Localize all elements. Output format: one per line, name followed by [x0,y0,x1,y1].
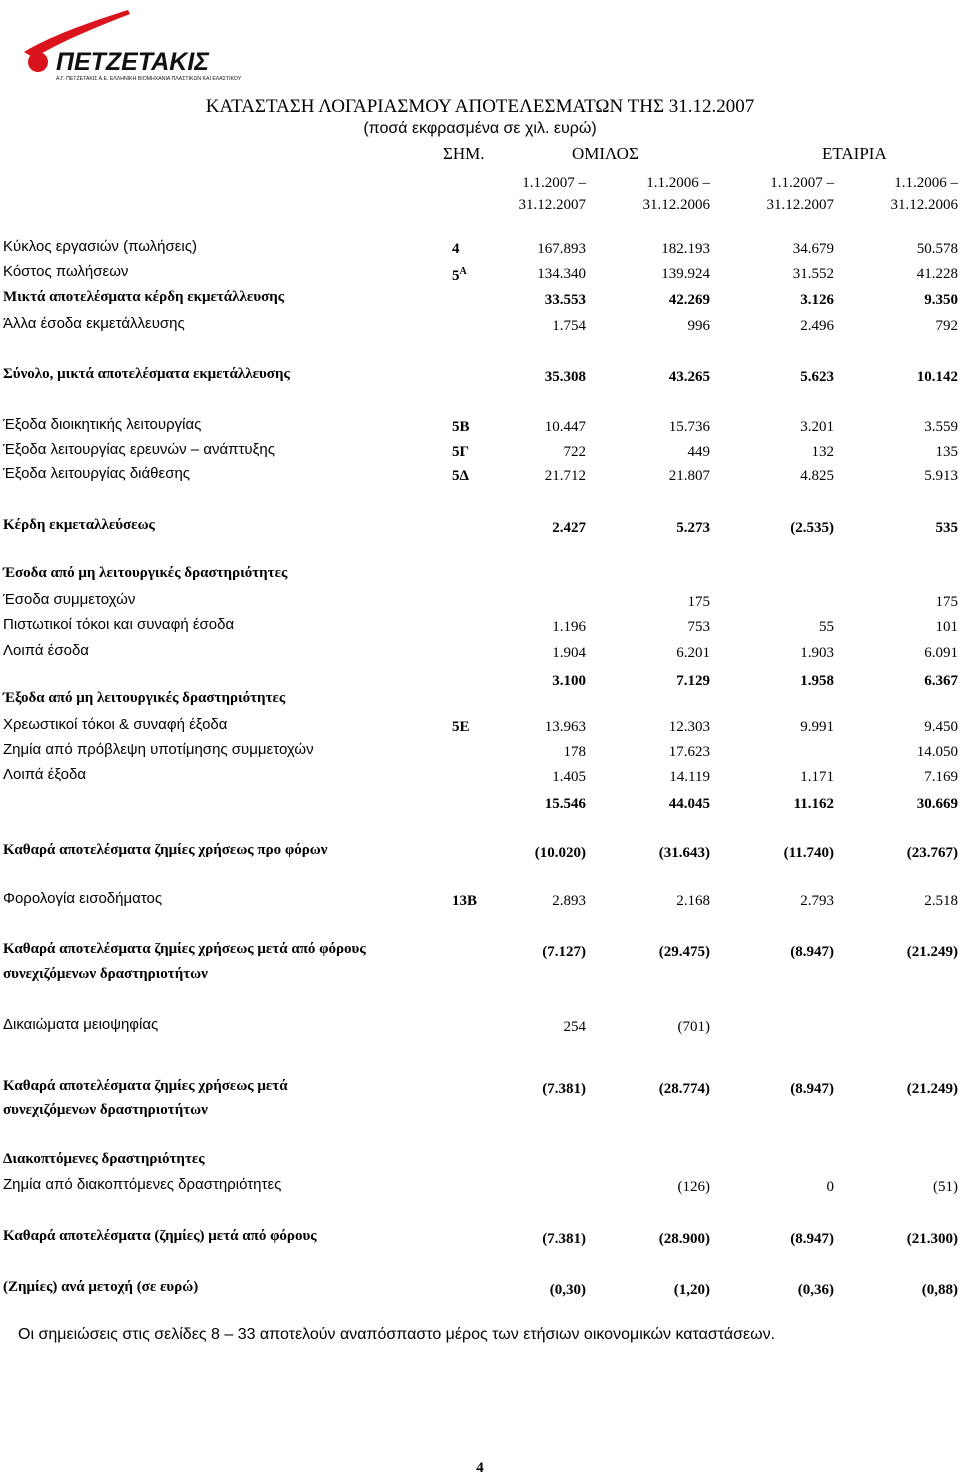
row-value: 7.169 [924,769,958,785]
row-value: 6.091 [924,645,958,661]
row-label: Άλλα έσοδα εκμετάλλευσης [3,315,185,332]
period-header: 1.1.2006 – 31.12.2006 [642,175,710,213]
row-value: 7.129 [676,673,710,689]
page-number: 4 [476,1460,484,1476]
row-value: 1.958 [800,673,834,689]
row-value: 2.168 [676,893,710,909]
row-value: 254 [563,1019,586,1035]
row-note [452,266,467,285]
row-value: 132 [811,444,834,460]
row-label: Κύκλος εργασιών (πωλήσεις) [3,238,197,255]
row-value: 11.162 [793,796,834,812]
row-value: 722 [563,444,586,460]
section-heading: Έξοδα από μη λειτουργικές δραστηριότητες [3,690,286,706]
row-value: 2.893 [552,893,586,909]
table-row [0,670,960,694]
row-value: 3.100 [552,673,586,689]
table-row [0,366,960,390]
row-value: (29.475) [658,944,710,960]
row-value: 10.447 [544,419,586,435]
row-value: (8.947) [790,944,834,960]
company-logo [20,8,260,88]
table-row [0,238,960,262]
row-value: 43.265 [668,369,710,385]
row-value: (31.643) [658,845,710,861]
row-value: 2.518 [924,893,958,909]
row-value: (51) [933,1179,958,1195]
row-value: 6.201 [676,645,710,661]
table-row [0,1078,960,1102]
row-value: 50.578 [916,241,958,257]
row-value: (11.740) [783,845,834,861]
row-value: (0,36) [797,1282,834,1298]
row-value: 5.623 [800,369,834,385]
row-value: 1.903 [800,645,834,661]
row-value: (2.535) [790,520,834,536]
row-value: 1.171 [800,769,834,785]
row-value: 14.119 [669,769,710,785]
table-row [0,1279,960,1303]
row-value: 2.427 [552,520,586,536]
row-value: (0,88) [921,1282,958,1298]
row-value: 175 [935,594,958,610]
statement-title: ΚΑΤΑΣΤΑΣΗ ΛΟΓΑΡΙΑΣΜΟΥ ΑΠΟΤΕΛΕΣΜΑΤΩΝ ΤΗΣ 31.12.2007 [205,96,755,117]
row-value: (21.249) [906,1081,958,1097]
row-value: 21.807 [668,468,710,484]
row-value: (7.381) [542,1231,586,1247]
row-value: 30.669 [916,796,958,812]
row-value: 178 [563,744,586,760]
logo-ball-icon [28,52,48,72]
row-value: 1.754 [552,318,586,334]
row-note-text: 5 [452,268,460,284]
row-value: 101 [935,619,958,635]
row-value: 5.913 [924,468,958,484]
row-note [452,241,460,258]
table-row [0,616,960,640]
row-value: 0 [826,1179,834,1195]
row-value: 6.367 [924,673,958,689]
row-value: (21.300) [906,1231,958,1247]
row-value: 10.142 [916,369,958,385]
section-heading: Διακοπτόμενες δραστηριότητες [3,1151,205,1167]
row-label: Καθαρά αποτελέσματα ζημίες χρήσεως προ φόρων [3,842,328,858]
row-value: 134.340 [537,266,586,282]
row-value: 41.228 [916,266,958,282]
row-value: (0,30) [549,1282,586,1298]
row-value: 135 [935,444,958,460]
period-header: 1.1.2007 – 31.12.2007 [518,175,586,213]
row-label: (Ζημίες) ανά μετοχή (σε ευρώ) [3,1279,199,1295]
row-value: (701) [677,1019,710,1035]
row-value: (21.249) [906,944,958,960]
row-value: 33.553 [544,292,586,308]
table-row [0,263,960,287]
row-label: Φορολογία εισοδήματος [3,890,163,907]
row-value: (8.947) [790,1081,834,1097]
row-value: 1.405 [552,769,586,785]
row-note-text: 5Β [452,419,470,435]
table-row [0,941,960,965]
row-label: Ζημία από διακοπτόμενες δραστηριότητες [3,1176,282,1193]
table-row [0,517,960,541]
row-label: Σύνολο, μικτά αποτελέσματα εκμετάλλευσης [3,366,290,382]
row-value: (7.127) [542,944,586,960]
row-value: 9.991 [800,719,834,735]
group-column-header: ΟΜΙΛΟΣ [572,144,639,163]
row-value: 44.045 [668,796,710,812]
table-row [0,289,960,313]
row-value: (7.381) [542,1081,586,1097]
row-note-text: 13Β [452,893,478,909]
row-label: Καθαρά αποτελέσματα ζημίες χρήσεως μετά από φόρους [3,941,366,957]
row-label: Καθαρά αποτελέσματα (ζημίες) μετά από φόρους [3,1228,317,1244]
row-value: 182.193 [661,241,710,257]
row-value: 139.924 [661,266,710,282]
row-value: 9.350 [924,292,958,308]
row-value: 996 [687,318,710,334]
row-value: 17.623 [668,744,710,760]
row-value: 21.712 [544,468,586,484]
note-column-header: ΣΗΜ. [443,144,485,163]
row-label: Έξοδα λειτουργίας διάθεσης [3,465,191,482]
table-row [0,315,960,339]
row-label: Πιστωτικοί τόκοι και συναφή έσοδα [3,616,235,633]
row-value: 1.196 [552,619,586,635]
table-row [0,741,960,765]
row-value: 3.126 [800,292,834,308]
table-row [0,766,960,790]
row-label: Έσοδα συμμετοχών [3,591,136,608]
footnote: Οι σημειώσεις στις σελίδες 8 – 33 αποτελούν αναπόσπαστο μέρος των ετήσιων οικονομικών καταστάσεων. [18,1326,776,1343]
company-column-header: ΕΤΑΙΡΙΑ [822,144,887,163]
row-value: 34.679 [792,241,834,257]
row-value: 31.552 [792,266,834,282]
table-row [0,1016,960,1040]
row-note-text: 5Ε [452,719,470,735]
row-label: Χρεωστικοί τόκοι & συναφή έξοδα [3,716,228,733]
logo-tagline: Α.Γ. ΠΕΤΖΕΤΑΚΙΣ Α.Ε. ΕΛΛΗΝΙΚΗ ΒΙΟΜΗΧΑΝΙΑ ΠΛΑΣΤΙΚΩΝ ΚΑΙ ΕΛΑΣΤΙΚΟΥ [56,76,242,82]
row-value: (10.020) [534,845,586,861]
row-value: 449 [687,444,710,460]
table-row [0,1228,960,1252]
row-value: 9.450 [924,719,958,735]
table-row [0,793,960,817]
row-label: Έξοδα διοικητικής λειτουργίας [3,416,202,433]
row-label: Λοιπά έσοδα [3,642,89,659]
row-value: (126) [677,1179,710,1195]
table-row [0,591,960,615]
statement-subtitle: (ποσά εκφρασμένα σε χιλ. ευρώ) [363,120,597,137]
row-value: 15.546 [544,796,586,812]
row-value: 167.893 [537,241,586,257]
row-value: 175 [687,594,710,610]
table-row [0,642,960,666]
row-value: 5.273 [676,520,710,536]
row-value: (28.774) [658,1081,710,1097]
row-value: (8.947) [790,1231,834,1247]
row-value: 3.559 [924,419,958,435]
row-value: 13.963 [544,719,586,735]
row-label: Λοιπά έξοδα [3,766,87,783]
row-note-text: 4 [452,241,460,257]
row-value: (28.900) [658,1231,710,1247]
label-continuation: συνεχιζόμενων δραστηριοτήτων [3,966,208,982]
row-value: (23.767) [906,845,958,861]
row-value: 2.793 [800,893,834,909]
row-label: Καθαρά αποτελέσματα ζημίες χρήσεως μετά [3,1078,288,1094]
row-label: Ζημία από πρόβλεψη υποτίμησης συμμετοχών [3,741,314,758]
row-value: 35.308 [544,369,586,385]
row-label: Κόστος πωλήσεων [3,263,129,280]
row-note-text: 5Γ [452,444,470,460]
label-continuation: συνεχιζόμενων δραστηριοτήτων [3,1102,208,1118]
row-value: 4.825 [800,468,834,484]
logo-brand: ΠΕΤΖΕΤΑΚΙΣ [56,48,210,76]
table-row [0,716,960,740]
row-note-sup: Α [459,266,467,277]
row-value: 42.269 [668,292,710,308]
section-heading: Έσοδα από μη λειτουργικές δραστηριότητες [3,565,288,581]
row-value: (1,20) [673,1282,710,1298]
row-label: Μικτά αποτελέσματα κέρδη εκμετάλλευσης [3,289,285,305]
row-label: Έξοδα λειτουργίας ερευνών – ανάπτυξης [3,441,275,458]
table-row [0,890,960,914]
row-value: 15.736 [668,419,710,435]
row-value: 14.050 [916,744,958,760]
row-value: 792 [935,318,958,334]
table-row [0,465,960,489]
row-value: 1.904 [552,645,586,661]
period-header: 1.1.2006 – 31.12.2006 [890,175,958,213]
table-row [0,416,960,440]
period-header: 1.1.2007 – 31.12.2007 [766,175,834,213]
row-value: 55 [819,619,834,635]
row-value: 753 [687,619,710,635]
row-note-text: 5Δ [452,468,469,484]
row-value: 535 [935,520,958,536]
row-value: 3.201 [800,419,834,435]
row-value: 2.496 [800,318,834,334]
table-row [0,1176,960,1200]
table-row [0,441,960,465]
row-label: Δικαιώματα μειοψηφίας [3,1016,159,1033]
row-value: 12.303 [668,719,710,735]
table-row [0,842,960,866]
row-label: Κέρδη εκμεταλλεύσεως [3,517,155,533]
